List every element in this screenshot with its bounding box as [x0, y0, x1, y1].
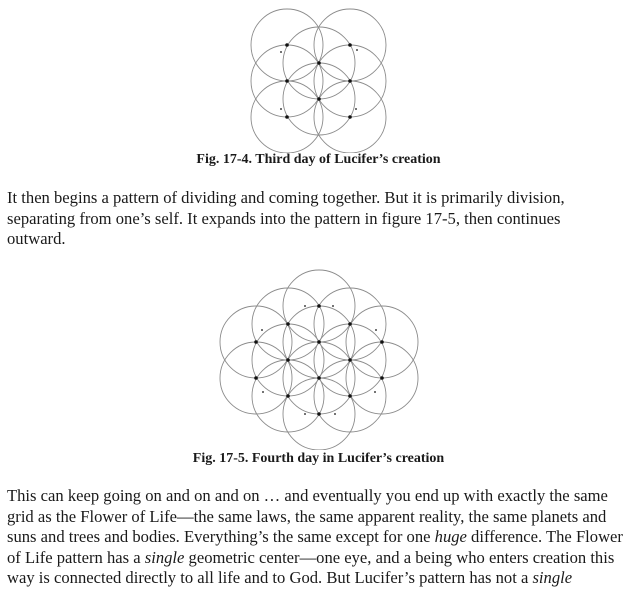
node-dot [285, 115, 289, 119]
figure-17-5 [219, 268, 419, 450]
small-dot [355, 108, 357, 110]
text-run: suns and trees and bodies. Everything’s the same except for one [7, 527, 435, 546]
emphasis: single [144, 547, 185, 567]
text-run: difference. The Flower [466, 527, 623, 546]
figure-17-4 [250, 5, 388, 153]
paragraph-line: outward. [7, 229, 66, 248]
small-dot [304, 413, 306, 415]
small-dot [356, 49, 358, 51]
node-dot [317, 376, 321, 380]
node-dot [380, 376, 384, 380]
node-dot [348, 322, 352, 326]
paragraph-line: grid as the Flower of Life—the same laws, the same apparent reality, the same planets and [7, 506, 607, 526]
text-run: of Life pattern has a [7, 547, 145, 567]
small-dot [304, 305, 306, 307]
small-dot [262, 391, 264, 393]
fourth-day-diagram [219, 268, 419, 450]
small-dot [280, 108, 282, 110]
paragraph-line: This can keep going on and on and on … and eventually you end up with exactly the same [7, 486, 608, 505]
node-dot [285, 79, 289, 83]
paragraph-line: It then begins a pattern of dividing and coming together. But it is primarily division, [7, 188, 565, 207]
text-run: geometric center—one eye, and a being who enters creation this [184, 547, 615, 567]
node-dot [317, 304, 321, 308]
emphasis: huge [434, 527, 467, 546]
node-dot [285, 43, 289, 47]
third-day-diagram [250, 5, 388, 153]
paragraph-1 [7, 188, 632, 250]
node-dot [317, 340, 321, 344]
small-dot [374, 391, 376, 393]
figure-17-4-caption: Fig. 17-4. Third day of Lucifer’s creation [196, 152, 441, 167]
paragraph-2 [7, 486, 632, 589]
node-dot [317, 61, 321, 65]
emphasis: single [532, 568, 573, 587]
node-dot [286, 394, 290, 398]
paragraph-line [7, 548, 632, 569]
node-dot [348, 43, 352, 47]
node-dot [348, 394, 352, 398]
paragraph-line [7, 568, 632, 589]
small-dot [332, 305, 334, 307]
node-dot [286, 358, 290, 362]
small-dot [280, 51, 282, 53]
small-dot [334, 413, 336, 415]
figure-17-5-caption: Fig. 17-5. Fourth day in Lucifer’s creation [192, 451, 445, 466]
node-dot [348, 358, 352, 362]
node-dot [254, 340, 258, 344]
node-dot [348, 115, 352, 119]
node-dot [254, 376, 258, 380]
paragraph-line: separating from one’s self. It expands into the pattern in figure 17-5, then continues [7, 208, 561, 228]
small-dot [375, 329, 377, 331]
paragraph-line [7, 527, 632, 548]
text-run: way is connected directly to all life and to God. But Lucifer’s pattern has not a [7, 568, 533, 587]
node-dot [348, 79, 352, 83]
node-dot [286, 322, 290, 326]
node-dot [317, 412, 321, 416]
small-dot [261, 329, 263, 331]
node-dot [317, 97, 321, 101]
node-dot [380, 340, 384, 344]
